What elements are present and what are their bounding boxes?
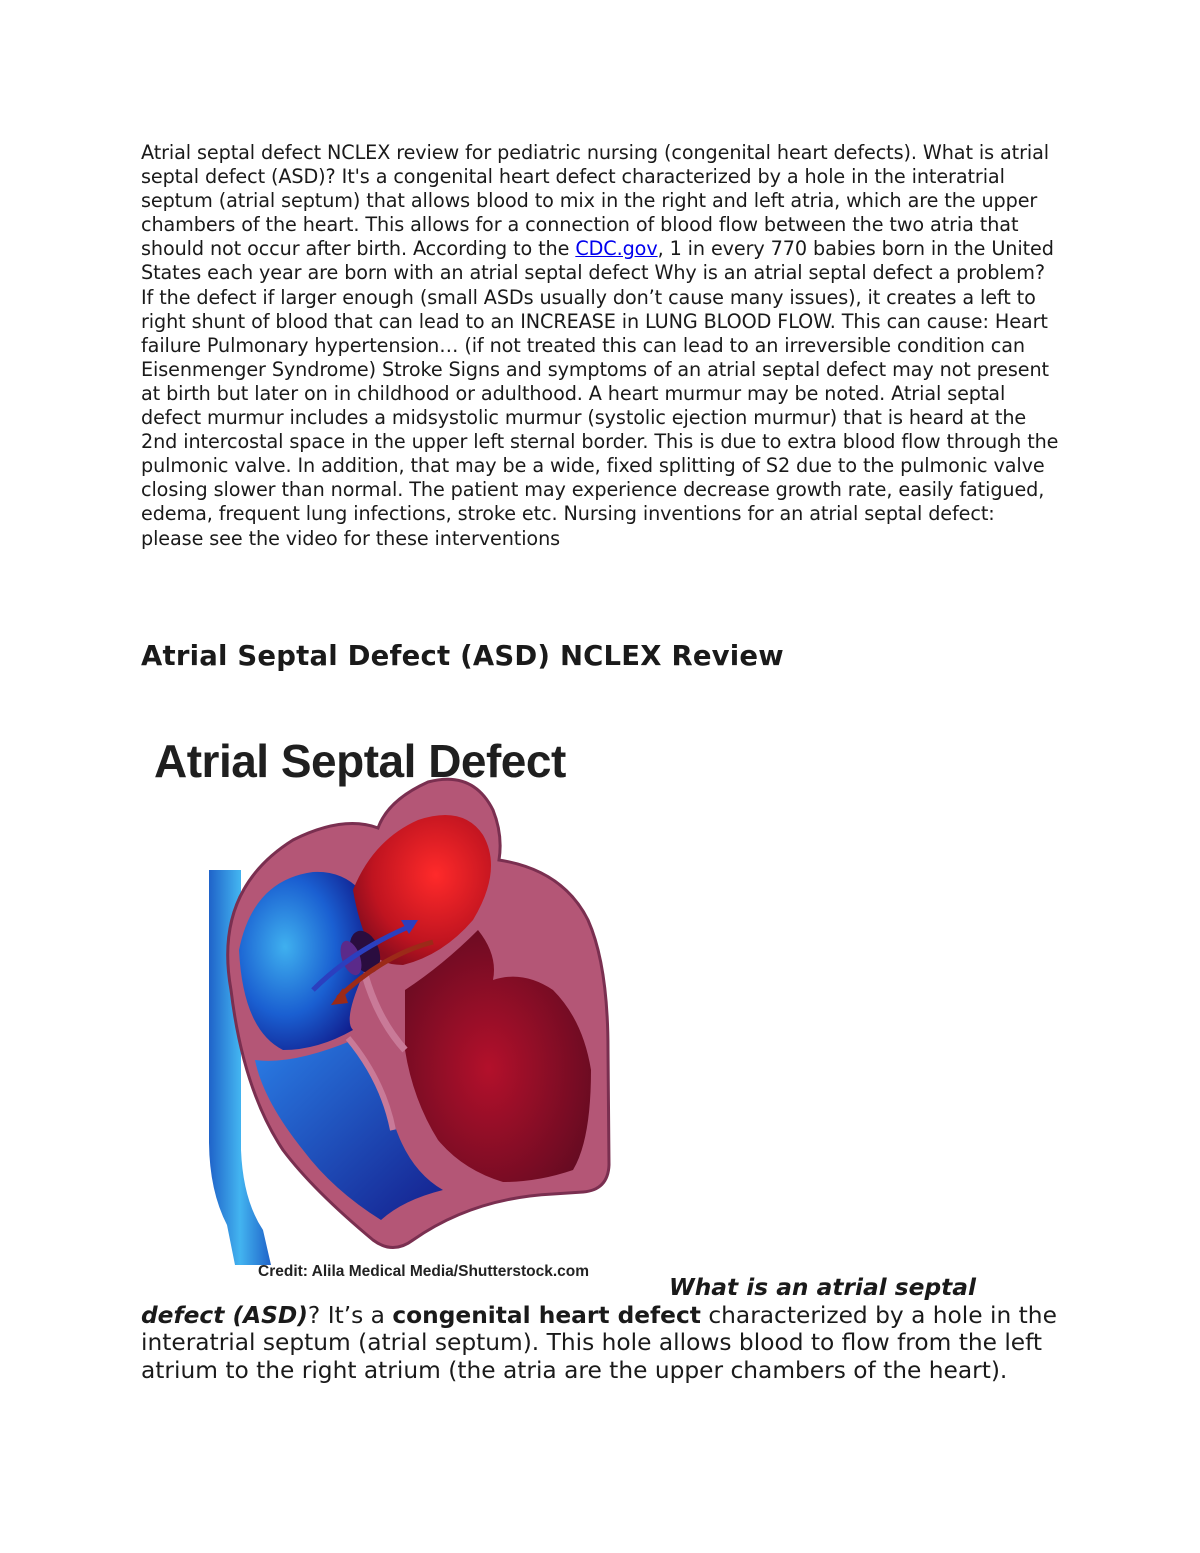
figure-credit: Credit: Alila Medical Media/Shutterstock.com bbox=[258, 1263, 590, 1280]
intro-paragraph bbox=[141, 141, 1061, 551]
answer-text-1: ? It’s a bbox=[307, 1301, 393, 1329]
question-part-1: What is an atrial septal bbox=[669, 1274, 976, 1301]
answer-paragraph bbox=[141, 1274, 1066, 1384]
answer-text-2: characterized by a hole in the interatrial septum (atrial septum). This hole allows blood to flow from the left atrium to the right atrium (the atria are the upper chambers of the heart). bbox=[141, 1301, 1057, 1384]
figure-title: Atrial Septal Defect bbox=[154, 735, 566, 787]
document-body bbox=[141, 141, 1061, 551]
heart-diagram-image bbox=[143, 720, 668, 1290]
cdc-link[interactable]: CDC.gov bbox=[575, 237, 658, 261]
section-heading: Atrial Septal Defect (ASD) NCLEX Review bbox=[141, 640, 784, 672]
asd-figure bbox=[143, 720, 668, 1290]
intro-text-1: Atrial septal defect NCLEX review for pediatric nursing (congenital heart defects). What is atrial septal defect (ASD)? It's a congenital heart defect characterized by a hole in the interatrial septum (atrial septum) that allows blood to mix in the right and left atria, which are the upper chambers of the heart. This allows for a connection of blood flow between the two atria that should not occur after birth. According to the bbox=[141, 141, 1049, 261]
question-part-2: defect (ASD) bbox=[141, 1301, 308, 1329]
intro-text-2: , 1 in every 770 babies born in the United States each year are born with an atrial septal defect Why is an atrial septal defect a problem? If the defect if larger enough (small ASDs usually don’t cause many issues), it creates a left to right shunt of blood that can lead to an INCREASE in LUNG BLOOD FLOW. This can cause: Heart failure Pulmonary hypertension… (if not treated this can lead to an irreversible condition can Eisenmenger Syndrome) Stroke Signs and symptoms of an atrial septal defect may not present at birth but later on in childhood or adulthood. A heart murmur may be noted. Atrial septal defect murmur includes a midsystolic murmur (systolic ejection murmur) that is heard at the 2nd intercostal space in the upper left sternal border. This is due to extra blood flow through the pulmonic valve. In addition, that may be a wide, fixed splitting of S2 due to the pulmonic valve closing slower than normal. The patient may experience decrease growth rate, easily fatigued, edema, frequent lung infections, stroke etc. Nursing inventions for an atrial septal defect: please see the video for these interventions bbox=[141, 237, 1059, 550]
bold-term: congenital heart defect bbox=[392, 1301, 701, 1329]
